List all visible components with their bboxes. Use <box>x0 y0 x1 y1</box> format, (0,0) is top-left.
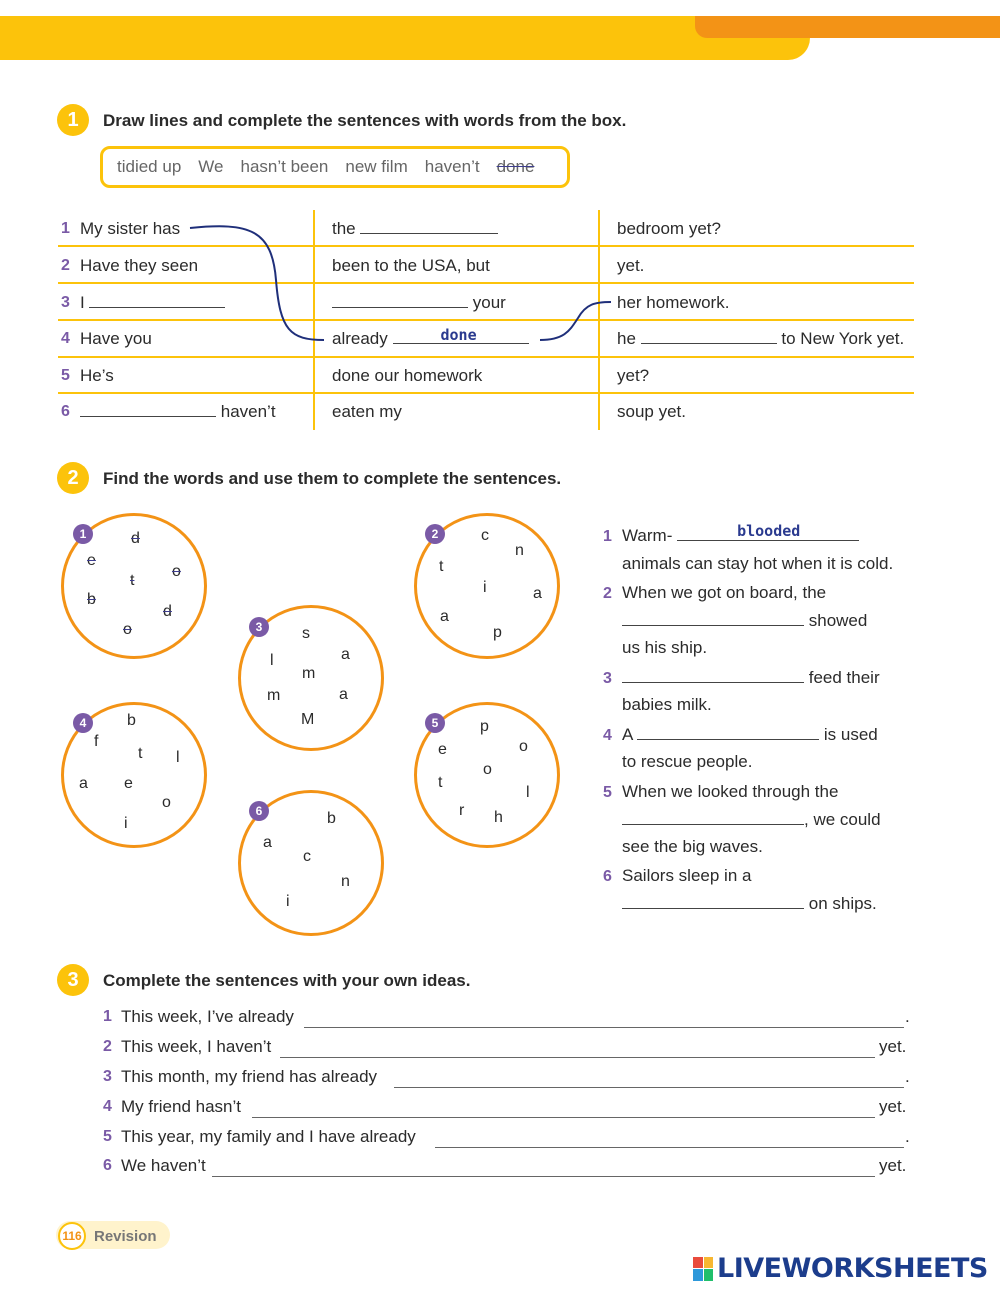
section-3-number: 3 <box>57 964 89 996</box>
circle-letter: e <box>124 775 133 792</box>
answer-blank[interactable] <box>622 669 804 683</box>
circle-badge: 3 <box>249 617 269 637</box>
circle-letter: a <box>79 775 88 792</box>
sentence-3-line-1 <box>622 668 880 688</box>
row-number: 6 <box>61 403 70 420</box>
logo-square <box>704 1257 714 1269</box>
row-3-col-2-text: your <box>472 293 506 312</box>
circle-letter: l <box>526 784 530 801</box>
sentence-text: Warm- <box>622 526 673 545</box>
row-2-col-1: Have they seen <box>80 256 199 275</box>
circle-letter: r <box>459 802 465 819</box>
footer-label: Revision <box>94 1228 157 1245</box>
sentence-number: 6 <box>603 868 612 885</box>
item-1-end: . <box>905 1007 910 1026</box>
circle-letter: o <box>162 794 171 811</box>
answer-line[interactable] <box>280 1057 875 1058</box>
sentence-5-line-2 <box>622 810 881 830</box>
circle-badge: 5 <box>425 713 445 733</box>
circle-letter: b <box>127 712 136 729</box>
answer-blank[interactable] <box>637 726 819 740</box>
word-box-item: new film <box>345 157 408 176</box>
sentence-1-line-1 <box>622 522 859 546</box>
circle-badge: 1 <box>73 524 93 544</box>
page-number: 116 <box>58 1222 86 1250</box>
item-5-text: This year, my family and I have already <box>121 1127 416 1146</box>
circle-letter: i <box>124 815 128 832</box>
answer-line[interactable] <box>304 1027 904 1028</box>
sentence-3-line-2: babies milk. <box>622 695 712 714</box>
circle-letter: p <box>480 718 489 735</box>
item-number: 2 <box>103 1038 112 1055</box>
answer-line[interactable] <box>435 1147 904 1148</box>
word-box-item: haven’t <box>424 157 480 176</box>
handwritten-answer: blooded <box>737 522 801 540</box>
circle-letter: b <box>327 810 336 827</box>
circle-letter: c <box>303 848 311 865</box>
answer-blank[interactable] <box>622 612 804 626</box>
circle-letter: o <box>172 563 181 580</box>
section-2-number: 2 <box>57 462 89 494</box>
section-2-instruction: Find the words and use them to complete the sentences. <box>103 469 562 488</box>
row-number: 5 <box>61 367 70 384</box>
circle-letter: h <box>494 809 503 826</box>
row-4-col-1: Have you <box>80 329 152 348</box>
item-2-end: yet. <box>879 1037 907 1056</box>
circle-badge: 4 <box>73 713 93 733</box>
row-5-col-3: yet? <box>617 366 650 385</box>
circle-letter: i <box>483 579 487 596</box>
circle-letter: f <box>94 733 99 750</box>
sentence-number: 3 <box>603 670 612 687</box>
circle-letter: n <box>341 873 350 890</box>
row-6-col-3: soup yet. <box>617 402 686 421</box>
sentence-text: is used <box>823 725 878 744</box>
answer-line[interactable] <box>394 1087 904 1088</box>
circle-letter: l <box>176 749 180 766</box>
logo-square <box>693 1257 703 1269</box>
row-4-col-3-text-a: he <box>617 329 636 348</box>
circle-letter: a <box>440 608 449 625</box>
sentence-text: on ships. <box>808 894 877 913</box>
circle-letter: M <box>301 711 315 728</box>
liveworksheets-icon <box>693 1257 713 1281</box>
section-1-instruction: Draw lines and complete the sentences with words from the box. <box>103 111 627 130</box>
sentence-text: feed their <box>808 668 880 687</box>
circle-badge: 2 <box>425 524 445 544</box>
row-4-col-2-text: already <box>332 329 388 348</box>
item-6-text: We haven’t <box>121 1156 206 1175</box>
section-3-instruction: Complete the sentences with your own ideas. <box>103 971 471 990</box>
circle-letter: p <box>493 624 502 641</box>
item-6-end: yet. <box>879 1156 907 1175</box>
sentence-2-line-3: us his ship. <box>622 638 708 657</box>
circle-letter: d <box>131 530 140 547</box>
word-box-item-used: done <box>496 157 535 176</box>
brand-name: LIVEWORKSHEETS <box>717 1253 988 1284</box>
row-5-col-1: He’s <box>80 366 114 385</box>
item-1-text: This week, I’ve already <box>121 1007 294 1026</box>
answer-line[interactable] <box>252 1117 875 1118</box>
row-3-col-1-text: I <box>80 293 85 312</box>
row-4-col-3-text-b: to New York yet. <box>781 329 905 348</box>
circle-letter: m <box>302 665 316 682</box>
circle-letter: n <box>515 542 524 559</box>
circle-letter: c <box>481 527 489 544</box>
circle-letter: i <box>286 893 290 910</box>
circle-letter: t <box>438 774 443 791</box>
sentence-4-line-1 <box>622 725 878 745</box>
item-4-end: yet. <box>879 1097 907 1116</box>
sentence-5-line-1: When we looked through the <box>622 782 839 801</box>
answer-blank[interactable] <box>622 895 804 909</box>
circle-letter: m <box>267 687 281 704</box>
circle-letter: o <box>519 738 528 755</box>
item-number: 5 <box>103 1128 112 1145</box>
row-number: 3 <box>61 294 70 311</box>
sentence-text: showed <box>808 611 868 630</box>
sentence-2-line-1: When we got on board, the <box>622 583 827 602</box>
row-2-col-2: been to the USA, but <box>332 256 490 275</box>
row-6-col-1-text: haven’t <box>220 402 276 421</box>
circle-letter: a <box>263 834 272 851</box>
circle-letter: s <box>302 625 310 642</box>
drawn-match-lines <box>0 0 1000 450</box>
liveworksheets-logo <box>693 1253 988 1284</box>
sentence-4-line-2: to rescue people. <box>622 752 753 771</box>
circle-letter: t <box>138 745 143 762</box>
circle-letter: a <box>533 585 542 602</box>
sentence-number: 2 <box>603 585 612 602</box>
row-2-col-3: yet. <box>617 256 645 275</box>
circle-letter: o <box>123 621 132 638</box>
circle-letter: b <box>87 591 96 608</box>
row-6-col-2: eaten my <box>332 402 402 421</box>
sentence-6-line-2 <box>622 894 877 914</box>
circle-letter: o <box>483 761 492 778</box>
answer-line[interactable] <box>212 1176 875 1177</box>
sentence-number: 4 <box>603 727 612 744</box>
item-3-text: This month, my friend has already <box>121 1067 378 1086</box>
word-box-item: We <box>198 157 224 176</box>
row-number: 2 <box>61 257 70 274</box>
row-1-col-2-text: the <box>332 219 356 238</box>
word-box-item: hasn’t been <box>240 157 329 176</box>
handwritten-answer: done <box>440 326 477 344</box>
sentence-6-line-1: Sailors sleep in a <box>622 866 752 885</box>
item-5-end: . <box>905 1127 910 1146</box>
row-number: 4 <box>61 330 70 347</box>
logo-square <box>693 1269 703 1281</box>
item-4-text: My friend hasn’t <box>121 1097 241 1116</box>
circle-letter: t <box>130 572 135 589</box>
row-3-col-3: her homework. <box>617 293 730 312</box>
circle-letter: t <box>439 558 444 575</box>
row-5-col-2: done our homework <box>332 366 483 385</box>
sentence-number: 1 <box>603 528 612 545</box>
item-3-end: . <box>905 1067 910 1086</box>
logo-square <box>704 1269 714 1281</box>
circle-letter: a <box>339 686 348 703</box>
sentence-text: , we could <box>804 810 881 829</box>
sentence-2-line-2 <box>622 611 867 631</box>
item-number: 3 <box>103 1068 112 1085</box>
item-2-text: This week, I haven’t <box>121 1037 272 1056</box>
item-number: 4 <box>103 1098 112 1115</box>
match-line-2 <box>540 302 611 340</box>
row-1-col-1: My sister has <box>80 219 181 238</box>
row-number: 1 <box>61 220 70 237</box>
circle-badge: 6 <box>249 801 269 821</box>
circle-letter: d <box>163 603 172 620</box>
sentence-text: A <box>622 725 633 744</box>
section-1-number: 1 <box>57 104 89 136</box>
circle-letter: e <box>87 552 96 569</box>
circle-letter: l <box>270 652 274 669</box>
answer-blank[interactable] <box>622 811 804 825</box>
sentence-number: 5 <box>603 784 612 801</box>
item-number: 6 <box>103 1157 112 1174</box>
match-line-1 <box>190 226 324 340</box>
circle-letter: a <box>341 646 350 663</box>
row-1-col-3: bedroom yet? <box>617 219 721 238</box>
answer-blank-filled[interactable] <box>677 522 859 541</box>
word-box-item: tidied up <box>117 157 182 176</box>
circle-letter: e <box>438 741 447 758</box>
item-number: 1 <box>103 1008 112 1025</box>
sentence-1-line-2: animals can stay hot when it is cold. <box>622 554 894 573</box>
sentence-5-line-3: see the big waves. <box>622 837 763 856</box>
